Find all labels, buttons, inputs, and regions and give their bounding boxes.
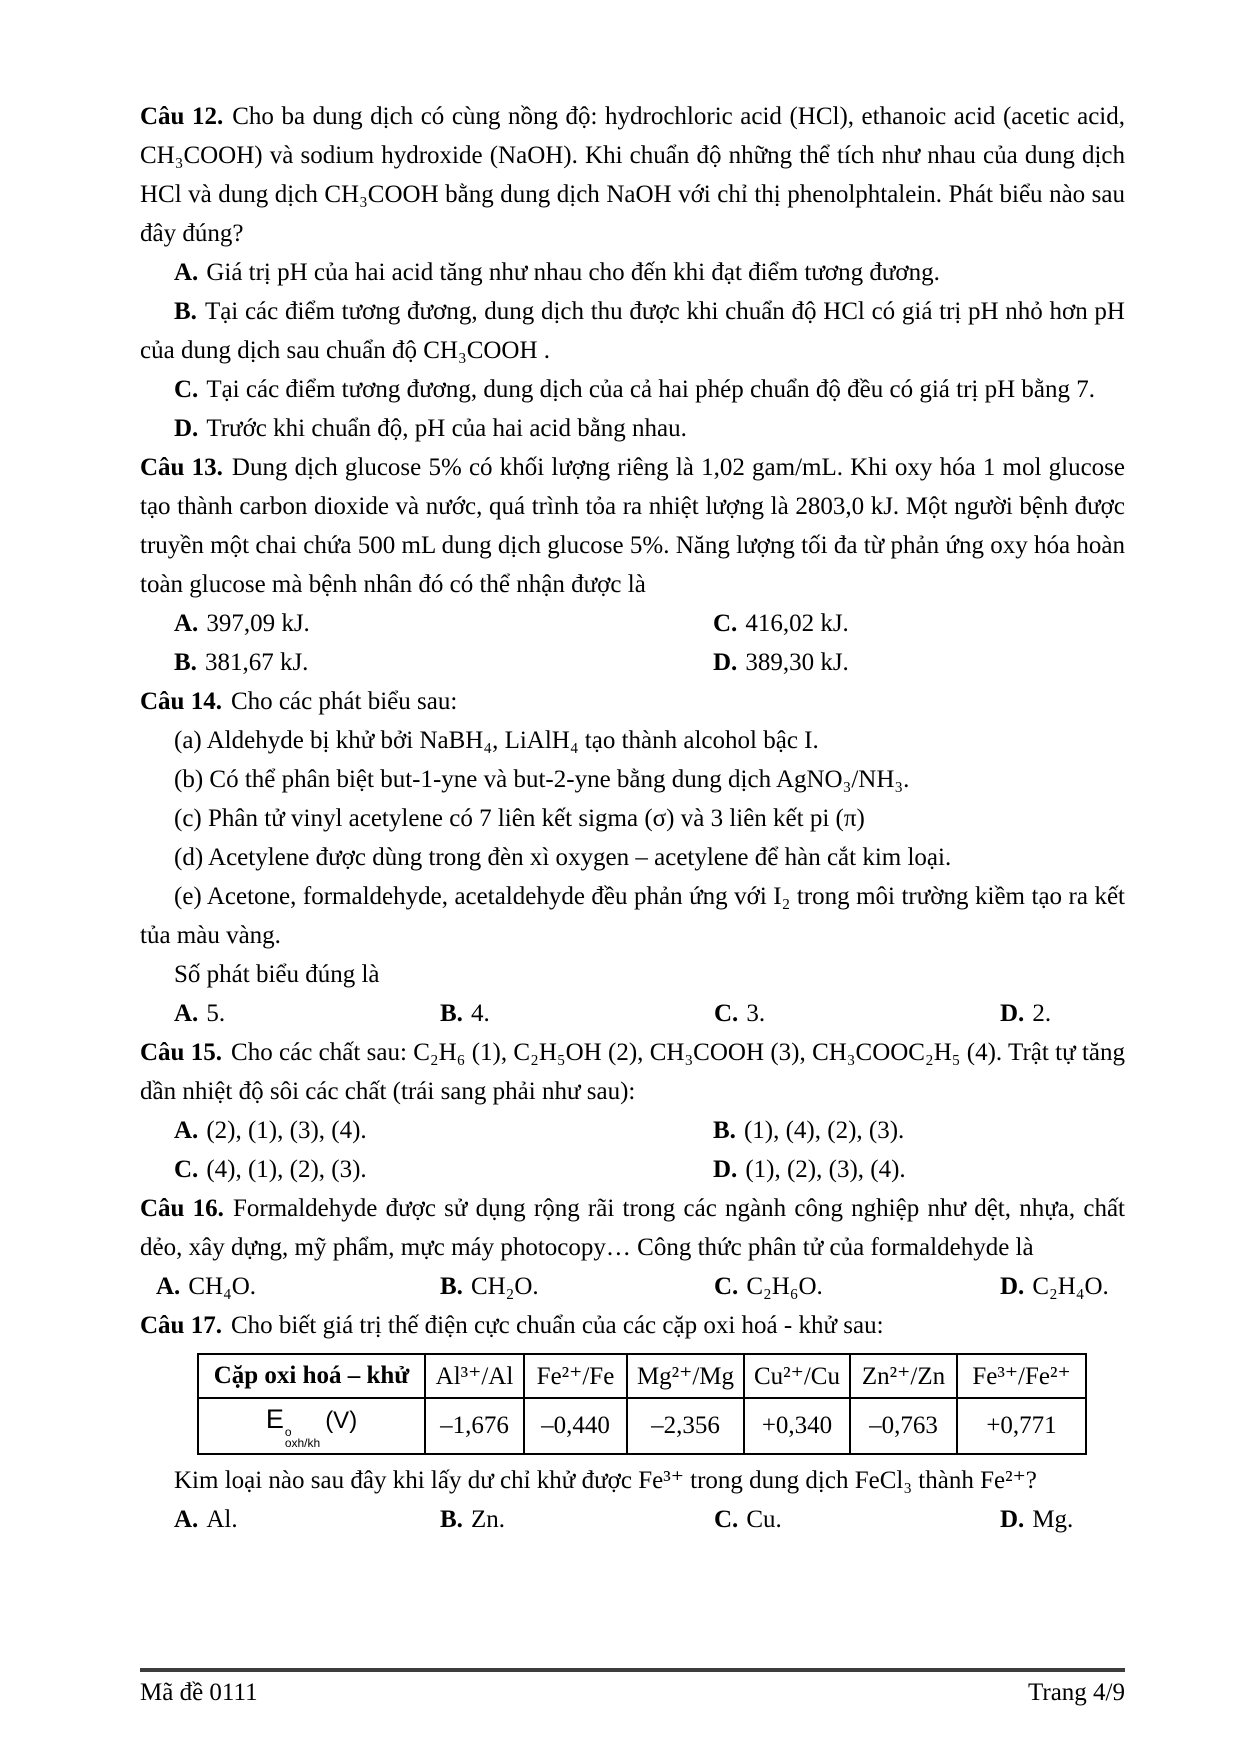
option-text: Cu. bbox=[746, 1506, 782, 1533]
question-17-option-d bbox=[1000, 1500, 1125, 1539]
question-13 bbox=[140, 448, 1125, 682]
question-14-statement-a bbox=[140, 721, 1125, 760]
question-14-statement-e bbox=[140, 877, 1125, 955]
e-unit: (V) bbox=[325, 1406, 358, 1434]
question-14-option-c bbox=[714, 994, 1000, 1033]
e-superscript: o bbox=[284, 1424, 292, 1439]
question-17-question-text: Kim loại nào sau đây khi lấy dư chỉ khử được Fe³⁺ trong dung dịch FeCl₃ thành Fe²⁺? bbox=[174, 1467, 1037, 1494]
question-13-option-b bbox=[174, 643, 713, 682]
question-15-option-d bbox=[713, 1150, 1125, 1189]
option-letter: A. bbox=[174, 1506, 199, 1533]
potential-value-zn: –0,763 bbox=[850, 1398, 957, 1454]
question-17-options-row bbox=[140, 1500, 1125, 1539]
option-text: (2), (1), (3), (4). bbox=[206, 1117, 367, 1144]
question-13-intro bbox=[140, 448, 1125, 604]
question-14 bbox=[140, 682, 1125, 1033]
question-14-option-b bbox=[440, 994, 714, 1033]
option-text: (1), (2), (3), (4). bbox=[745, 1156, 906, 1183]
table-header-fe3-fe2: Fe³⁺/Fe²⁺ bbox=[957, 1354, 1086, 1398]
question-15-number: Câu 15. bbox=[140, 1039, 223, 1066]
question-16-option-d bbox=[1000, 1267, 1125, 1306]
option-text: 5. bbox=[206, 1000, 226, 1027]
table-header-fe2: Fe²⁺/Fe bbox=[524, 1354, 627, 1398]
question-15-option-a bbox=[174, 1111, 713, 1150]
table-header-row bbox=[198, 1354, 1086, 1398]
question-12-intro bbox=[140, 97, 1125, 253]
option-text: 416,02 kJ. bbox=[745, 610, 849, 637]
table-header-redox-pair: Cặp oxi hoá – khử bbox=[198, 1354, 425, 1398]
question-16-option-b bbox=[440, 1267, 714, 1306]
option-text: C₂H₄O. bbox=[1032, 1273, 1109, 1300]
option-letter: B. bbox=[713, 1117, 736, 1144]
question-14-statement-d bbox=[140, 838, 1125, 877]
option-letter: D. bbox=[174, 415, 199, 442]
option-text: 2. bbox=[1032, 1000, 1052, 1027]
statement-text: (e) Acetone, formaldehyde, acetaldehyde đều phản ứng với I₂ trong môi trường kiềm tạo ra kết tủa màu vàng. bbox=[140, 883, 1125, 949]
option-letter: C. bbox=[174, 1156, 199, 1183]
option-letter: A. bbox=[174, 1000, 199, 1027]
option-text: 381,67 kJ. bbox=[204, 649, 309, 676]
question-14-number: Câu 14. bbox=[140, 688, 222, 715]
e-symbol-scripts bbox=[284, 1424, 321, 1450]
option-letter: A. bbox=[174, 1117, 199, 1144]
option-text: (1), (4), (2), (3). bbox=[743, 1117, 905, 1144]
question-16-text: Formaldehyde được sử dụng rộng rãi trong các ngành công nghiệp như dệt, nhựa, chất dẻo, xây dựng, mỹ phẩm, mực máy photocopy… Công thức phân tử của formaldehyde là bbox=[140, 1195, 1125, 1261]
table-header-cu: Cu²⁺/Cu bbox=[744, 1354, 850, 1398]
option-letter: A. bbox=[174, 259, 199, 286]
closing-text: Số phát biểu đúng là bbox=[174, 961, 380, 988]
option-letter: C. bbox=[714, 1000, 739, 1027]
question-15-intro bbox=[140, 1033, 1125, 1111]
potential-value-al: –1,676 bbox=[425, 1398, 524, 1454]
question-17-option-c bbox=[714, 1500, 1000, 1539]
option-letter: B. bbox=[440, 1000, 463, 1027]
question-14-options-row bbox=[140, 994, 1125, 1033]
question-12-option-d bbox=[140, 409, 1125, 448]
question-17-question bbox=[140, 1461, 1125, 1500]
question-14-closing bbox=[140, 955, 1125, 994]
question-14-text: Cho các phát biểu sau: bbox=[230, 688, 458, 715]
option-text: 3. bbox=[746, 1000, 766, 1027]
option-text: (4), (1), (2), (3). bbox=[206, 1156, 367, 1183]
e-subscript: oxh/kh bbox=[284, 1435, 321, 1450]
option-letter: D. bbox=[1000, 1506, 1025, 1533]
question-17-number: Câu 17. bbox=[140, 1312, 222, 1339]
question-16-intro bbox=[140, 1189, 1125, 1267]
potential-value-fe3-fe2: +0,771 bbox=[957, 1398, 1086, 1454]
table-header-zn: Zn²⁺/Zn bbox=[850, 1354, 957, 1398]
electrode-potential-table bbox=[197, 1353, 1087, 1455]
option-text: Tại các điểm tương đương, dung dịch của cả hai phép chuẩn độ đều có giá trị pH bằng 7. bbox=[206, 376, 1095, 403]
question-14-option-a bbox=[174, 994, 440, 1033]
statement-text: (c) Phân tử vinyl acetylene có 7 liên kết sigma (σ) và 3 liên kết pi (π) bbox=[174, 805, 865, 832]
question-13-number: Câu 13. bbox=[140, 454, 223, 481]
question-17-option-b bbox=[440, 1500, 714, 1539]
question-17 bbox=[140, 1306, 1125, 1539]
question-15-option-b bbox=[713, 1111, 1125, 1150]
question-15 bbox=[140, 1033, 1125, 1189]
option-text: CH₄O. bbox=[188, 1273, 257, 1300]
option-text: 397,09 kJ. bbox=[206, 610, 310, 637]
option-letter: C. bbox=[174, 376, 199, 403]
option-text: 389,30 kJ. bbox=[745, 649, 849, 676]
question-15-text: Cho các chất sau: C₂H₆ (1), C₂H₅OH (2), CH₃COOH (3), CH₃COOC₂H₅ (4). Trật tự tăng dần nhiệt độ sôi các chất (trái sang phải như sau): bbox=[140, 1039, 1126, 1105]
exam-code: Mã đề 0111 bbox=[140, 1679, 258, 1706]
question-16-option-c bbox=[714, 1267, 1000, 1306]
question-13-option-d bbox=[713, 643, 1125, 682]
statement-text: (b) Có thể phân biệt but-1-yne và but-2-yne bằng dung dịch AgNO₃/NH₃. bbox=[174, 766, 910, 793]
question-15-options-row-1 bbox=[140, 1111, 1125, 1150]
potential-value-cu: +0,340 bbox=[744, 1398, 850, 1454]
question-17-option-a bbox=[174, 1500, 440, 1539]
option-letter: D. bbox=[713, 649, 738, 676]
option-letter: A. bbox=[156, 1273, 181, 1300]
option-letter: D. bbox=[713, 1156, 738, 1183]
option-letter: A. bbox=[174, 610, 199, 637]
option-letter: D. bbox=[1000, 1000, 1025, 1027]
option-letter: D. bbox=[1000, 1273, 1025, 1300]
option-text: 4. bbox=[470, 1000, 490, 1027]
option-text: Zn. bbox=[470, 1506, 505, 1533]
question-17-intro bbox=[140, 1306, 1125, 1345]
question-14-statement-b bbox=[140, 760, 1125, 799]
question-16-option-a bbox=[156, 1267, 440, 1306]
option-text: CH₂O. bbox=[470, 1273, 539, 1300]
e-symbol: E bbox=[265, 1403, 284, 1434]
statement-text: (d) Acetylene được dùng trong đèn xì oxygen – acetylene để hàn cắt kim loại. bbox=[174, 844, 952, 871]
question-13-option-a bbox=[174, 604, 713, 643]
table-header-mg: Mg²⁺/Mg bbox=[627, 1354, 744, 1398]
option-text: Al. bbox=[206, 1506, 238, 1533]
option-letter: B. bbox=[174, 298, 197, 325]
option-letter: C. bbox=[714, 1273, 739, 1300]
option-letter: C. bbox=[714, 1506, 739, 1533]
exam-content bbox=[140, 97, 1125, 1539]
question-12-number: Câu 12. bbox=[140, 103, 224, 130]
question-12-option-b bbox=[140, 292, 1125, 370]
question-13-options-row-1 bbox=[140, 604, 1125, 643]
question-14-statement-c bbox=[140, 799, 1125, 838]
standard-potential-label bbox=[198, 1398, 425, 1454]
question-16-number: Câu 16. bbox=[140, 1195, 224, 1222]
table-value-row bbox=[198, 1398, 1086, 1454]
option-text: Trước khi chuẩn độ, pH của hai acid bằng nhau. bbox=[206, 415, 687, 442]
option-letter: C. bbox=[713, 610, 738, 637]
option-text: C₂H₆O. bbox=[746, 1273, 823, 1300]
question-13-option-c bbox=[713, 604, 1125, 643]
question-12-text: Cho ba dung dịch có cùng nồng độ: hydrochloric acid (HCl), ethanoic acid (acetic acid, CH₃COOH) và sodium hydroxide (NaOH). Khi chuẩn độ những thể tích như nhau của dung dịch HCl và dung dịch CH₃COOH bằng dung dịch NaOH với chỉ thị phenolphtalein. Phát biểu nào sau đây đúng? bbox=[140, 103, 1125, 247]
potential-value-mg: –2,356 bbox=[627, 1398, 744, 1454]
question-15-options-row-2 bbox=[140, 1150, 1125, 1189]
question-13-options-row-2 bbox=[140, 643, 1125, 682]
question-16 bbox=[140, 1189, 1125, 1306]
option-letter: B. bbox=[440, 1506, 463, 1533]
option-text: Mg. bbox=[1032, 1506, 1074, 1533]
question-15-option-c bbox=[174, 1150, 713, 1189]
table-header-al: Al³⁺/Al bbox=[425, 1354, 524, 1398]
question-14-option-d bbox=[1000, 994, 1125, 1033]
option-text: Giá trị pH của hai acid tăng như nhau cho đến khi đạt điểm tương đương. bbox=[206, 259, 940, 286]
question-12 bbox=[140, 97, 1125, 448]
question-16-options-row bbox=[140, 1267, 1125, 1306]
statement-text: (a) Aldehyde bị khử bởi NaBH₄, LiAlH₄ tạo thành alcohol bậc I. bbox=[174, 727, 819, 754]
question-12-option-a bbox=[140, 253, 1125, 292]
page-footer bbox=[140, 1668, 1125, 1708]
page-number: Trang 4/9 bbox=[1027, 1679, 1125, 1706]
question-17-text: Cho biết giá trị thế điện cực chuẩn của các cặp oxi hoá - khử sau: bbox=[230, 1312, 884, 1339]
potential-value-fe2: –0,440 bbox=[524, 1398, 627, 1454]
question-14-intro bbox=[140, 682, 1125, 721]
option-text: Tại các điểm tương đương, dung dịch thu được khi chuẩn độ HCl có giá trị pH nhỏ hơn pH của dung dịch sau chuẩn độ CH₃COOH . bbox=[140, 298, 1125, 364]
option-letter: B. bbox=[440, 1273, 463, 1300]
question-13-text: Dung dịch glucose 5% có khối lượng riêng là 1,02 gam/mL. Khi oxy hóa 1 mol glucose tạo thành carbon dioxide và nước, quá trình tỏa ra nhiệt lượng là 2803,0 kJ. Một người bệnh được truyền một chai chứa 500 mL dung dịch glucose 5%. Năng lượng tối đa từ phản ứng oxy hóa hoàn toàn glucose mà bệnh nhân đó có thể nhận được là bbox=[140, 454, 1125, 598]
option-letter: B. bbox=[174, 649, 197, 676]
question-12-option-c bbox=[140, 370, 1125, 409]
